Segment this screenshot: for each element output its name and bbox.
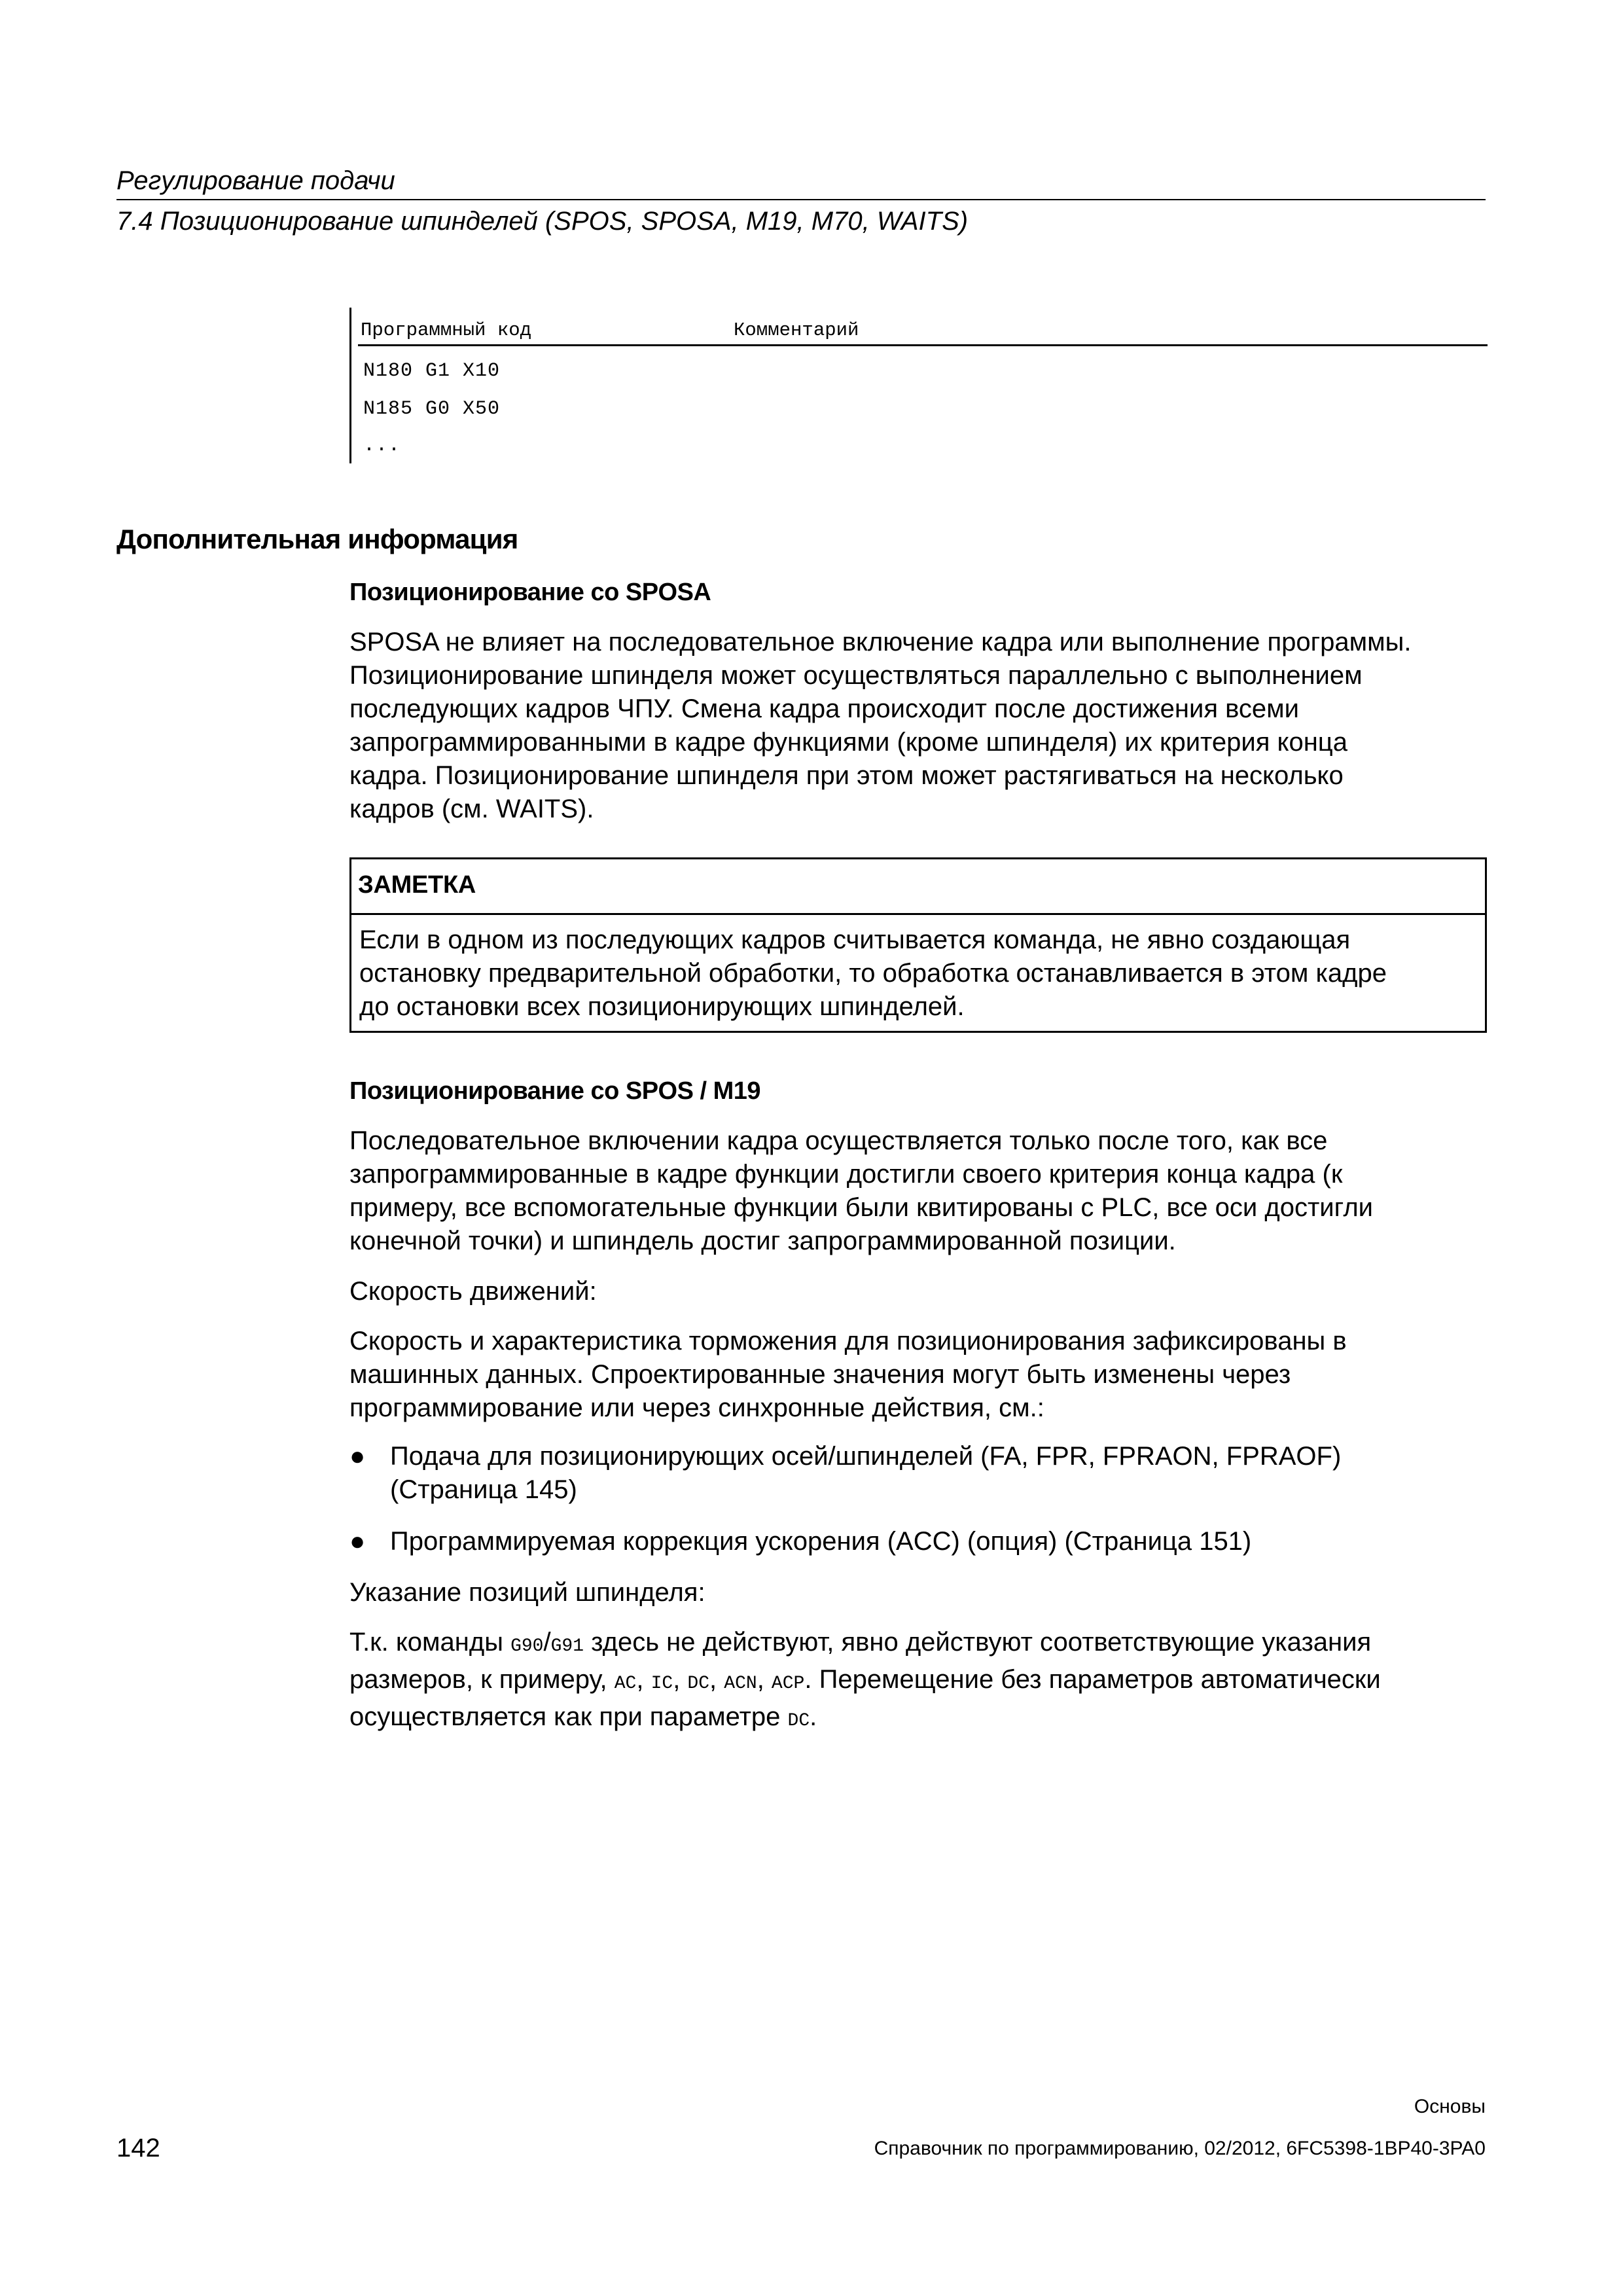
section-title: Дополнительная информация <box>116 524 518 554</box>
paragraph-line: запрограммированными в кадре функциями (кроме шпинделя) их критерия конца <box>349 728 1347 757</box>
code-ic: IC <box>651 1674 673 1694</box>
position-label: Указание позиций шпинделя: <box>349 1578 705 1607</box>
code-ac: AC <box>614 1674 637 1694</box>
paragraph-line: последующих кадров ЧПУ. Смена кадра происходит после достижения всеми <box>349 694 1300 723</box>
bullet-link-feed[interactable]: Подача для позиционирующих осей/шпинделей (FA, FPR, FPRAON, FPRAOF) <box>390 1442 1342 1471</box>
header-divider <box>116 199 1486 200</box>
note-line: до остановки всех позиционирующих шпинделей. <box>359 992 965 1021</box>
spos-heading: Позиционирование со SPOS / M19 <box>349 1077 761 1105</box>
code-line: N180 G1 X10 <box>363 360 501 382</box>
note-line: остановку предварительной обработки, то обработка останавливается в этом кадре <box>359 959 1387 988</box>
bullet-link-acc[interactable]: Программируемая коррекция ускорения (ACC) (опция) (Страница 151) <box>390 1527 1252 1556</box>
running-header-section: 7.4 Позиционирование шпинделей (SPOS, SPOSA, M19, M70, WAITS) <box>116 207 969 236</box>
paragraph-line: Скорость и характеристика торможения для позиционирования зафиксированы в <box>349 1327 1347 1355</box>
paragraph-line: запрограммированные в кадре функции достигли своего критерия конца кадра (к <box>349 1160 1343 1189</box>
paragraph-line: Т.к. команды G90/G91 здесь не действуют, явно действуют соответствующие указания <box>349 1628 1372 1657</box>
paragraph-line: размеров, к примеру, AC, IC, DC, ACN, ACP. Перемещение без параметров автоматически <box>349 1665 1381 1694</box>
paragraph-line: осуществляется как при параметре DC. <box>349 1702 817 1731</box>
speed-label: Скорость движений: <box>349 1277 597 1306</box>
speed-paragraph <box>349 1325 1488 1425</box>
code-acp: ACP <box>771 1674 805 1694</box>
paragraph-line: кадров (см. WAITS). <box>349 795 594 823</box>
paragraph-line: кадра. Позиционирование шпинделя при этом может растягиваться на несколько <box>349 761 1344 790</box>
code-acn: ACN <box>724 1674 757 1694</box>
paragraph-line: конечной точки) и шпиндель достиг запрограммированной позиции. <box>349 1227 1176 1255</box>
paragraph-line: SPOSA не влияет на последовательное включение кадра или выполнение программы. <box>349 628 1412 656</box>
code-g91: G91 <box>550 1636 584 1657</box>
code-table-header-rule <box>358 344 1488 346</box>
code-column-header: Программный код <box>361 319 532 341</box>
page-number: 142 <box>116 2134 160 2162</box>
sposa-paragraph <box>349 626 1488 826</box>
note-line: Если в одном из последующих кадров считывается команда, не явно создающая <box>359 925 1351 954</box>
spos-paragraph <box>349 1124 1488 1258</box>
footer-doc-name: Основы <box>1414 2096 1486 2117</box>
note-box <box>349 857 1487 1033</box>
code-g90: G90 <box>510 1636 544 1657</box>
note-divider <box>351 913 1485 915</box>
bullet-icon: ● <box>349 1527 366 1556</box>
paragraph-line: примеру, все вспомогательные функции были квитированы с PLC, все оси достигли <box>349 1193 1374 1222</box>
sposa-heading: Позиционирование со SPOSA <box>349 579 711 606</box>
code-line: ... <box>363 435 401 457</box>
comment-column-header: Комментарий <box>734 319 859 341</box>
position-paragraph <box>349 1626 1488 1738</box>
running-header-chapter: Регулирование подачи <box>116 166 395 195</box>
paragraph-line: машинных данных. Спроектированные значения могут быть изменены через <box>349 1360 1291 1389</box>
bullet-link-page-ref[interactable]: (Страница 145) <box>390 1475 577 1504</box>
code-table <box>349 308 1488 463</box>
paragraph-line: Позиционирование шпинделя может осуществляться параллельно с выполнением <box>349 661 1363 690</box>
note-body <box>359 924 1387 1024</box>
footer-doc-reference: Справочник по программированию, 02/2012, 6FC5398-1BP40-3PA0 <box>874 2138 1486 2159</box>
code-dc: DC <box>787 1711 810 1731</box>
note-title: ЗАМЕТКА <box>358 871 476 899</box>
paragraph-line: Последовательное включении кадра осуществляется только после того, как все <box>349 1126 1328 1155</box>
code-dc: DC <box>687 1674 710 1694</box>
paragraph-line: программирование или через синхронные действия, см.: <box>349 1393 1044 1422</box>
code-line: N185 G0 X50 <box>363 398 501 420</box>
bullet-icon: ● <box>349 1442 366 1471</box>
